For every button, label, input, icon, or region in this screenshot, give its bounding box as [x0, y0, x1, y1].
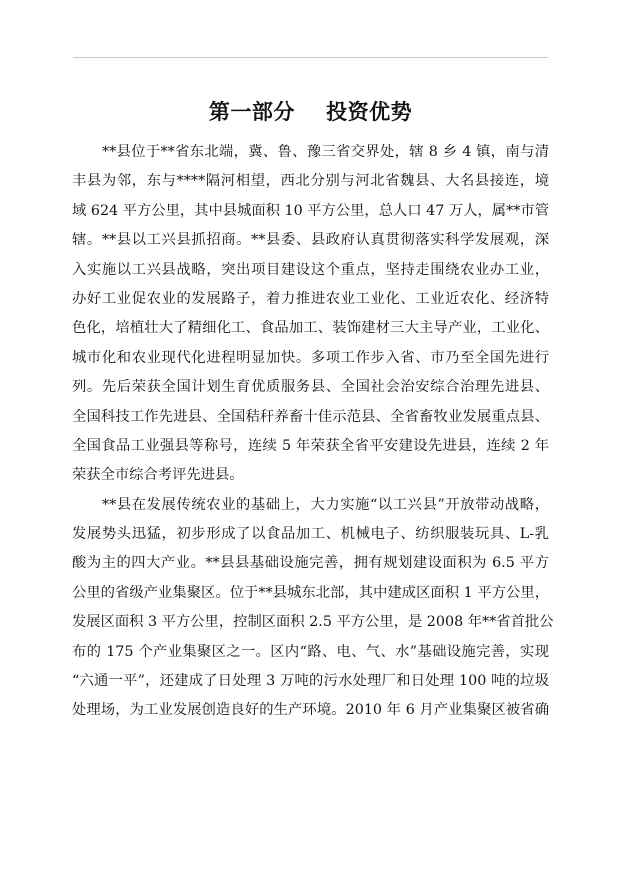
paragraph-line: **县位于**省东北端，冀、鲁、豫三省交界处，辖 8 乡 4 镇，南与清	[102, 144, 549, 160]
paragraph-line: 公里的省级产业集聚区。位于**县城东北部，其中建成区面积 1 平方公里，	[72, 584, 549, 601]
paragraph-line: 荣获全市综合考评先进县。	[72, 467, 244, 484]
paragraph-line: 全国科技工作先进县、全国秸秆养畜十佳示范县、全省畜牧业发展重点县、	[72, 408, 549, 425]
page-title: 第一部分 投资优势	[208, 99, 413, 124]
paragraph-line: **县在发展传统农业的基础上，大力实施“以工兴县”开放带动战略，	[102, 496, 549, 513]
body-text	[72, 138, 554, 726]
paragraph-line: 布的 175 个产业集聚区之一。区内“路、电、气、水”基础设施完善，实现	[72, 643, 549, 660]
paragraph-line: 办好工业促农业的发展路子，着力推进农业工业化、工业近农化、经济特	[72, 290, 549, 307]
paragraph-line: 域 624 平方公里，其中县城面积 10 平方公里，总人口 47 万人，属**市管	[72, 202, 549, 219]
paragraph-line: 全国食品工业强县等称号，连续 5 年荣获全省平安建设先进县，连续 2 年	[72, 437, 549, 454]
paragraph-1	[72, 138, 549, 491]
paragraph-line: 辖。**县以工兴县抓招商。**县委、县政府认真贯彻落实科学发展观，深	[72, 232, 549, 249]
paragraph-line: 列。先后荣获全国计划生育优质服务县、全国社会治安综合治理先进县、	[72, 379, 549, 396]
paragraph-line: 丰县为邻，东与****隔河相望，西北分别与河北省魏县、大名县接连，境	[72, 173, 549, 190]
paragraph-line: 发展区面积 3 平方公里，控制区面积 2.5 平方公里，是 2008 年**省首批公	[72, 614, 554, 631]
paragraph-line: 处理场，为工业发展创造良好的生产环境。2010 年 6 月产业集聚区被省确	[72, 702, 549, 719]
paragraph-line: 城市化和农业现代化进程明显加快。多项工作步入省、市乃至全国先进行	[72, 349, 549, 366]
paragraph-line: 色化，培植壮大了精细化工、食品加工、装饰建材三大主导产业，工业化、	[72, 320, 549, 337]
paragraph-line: “六通一平”，还建成了日处理 3 万吨的污水处理厂和日处理 100 吨的垃圾	[72, 673, 549, 690]
paragraph-2	[72, 491, 554, 726]
paragraph-line: 发展势头迅猛，初步形成了以食品加工、机械电子、纺织服装玩具、L-乳	[72, 526, 549, 543]
header-rule	[73, 57, 548, 58]
paragraph-line: 酸为主的四大产业。**县县基础设施完善，拥有规划建设面积为 6.5 平方	[72, 555, 549, 572]
paragraph-line: 入实施以工兴县战略，突出项目建设这个重点，坚持走围绕农业办工业，	[72, 261, 549, 278]
